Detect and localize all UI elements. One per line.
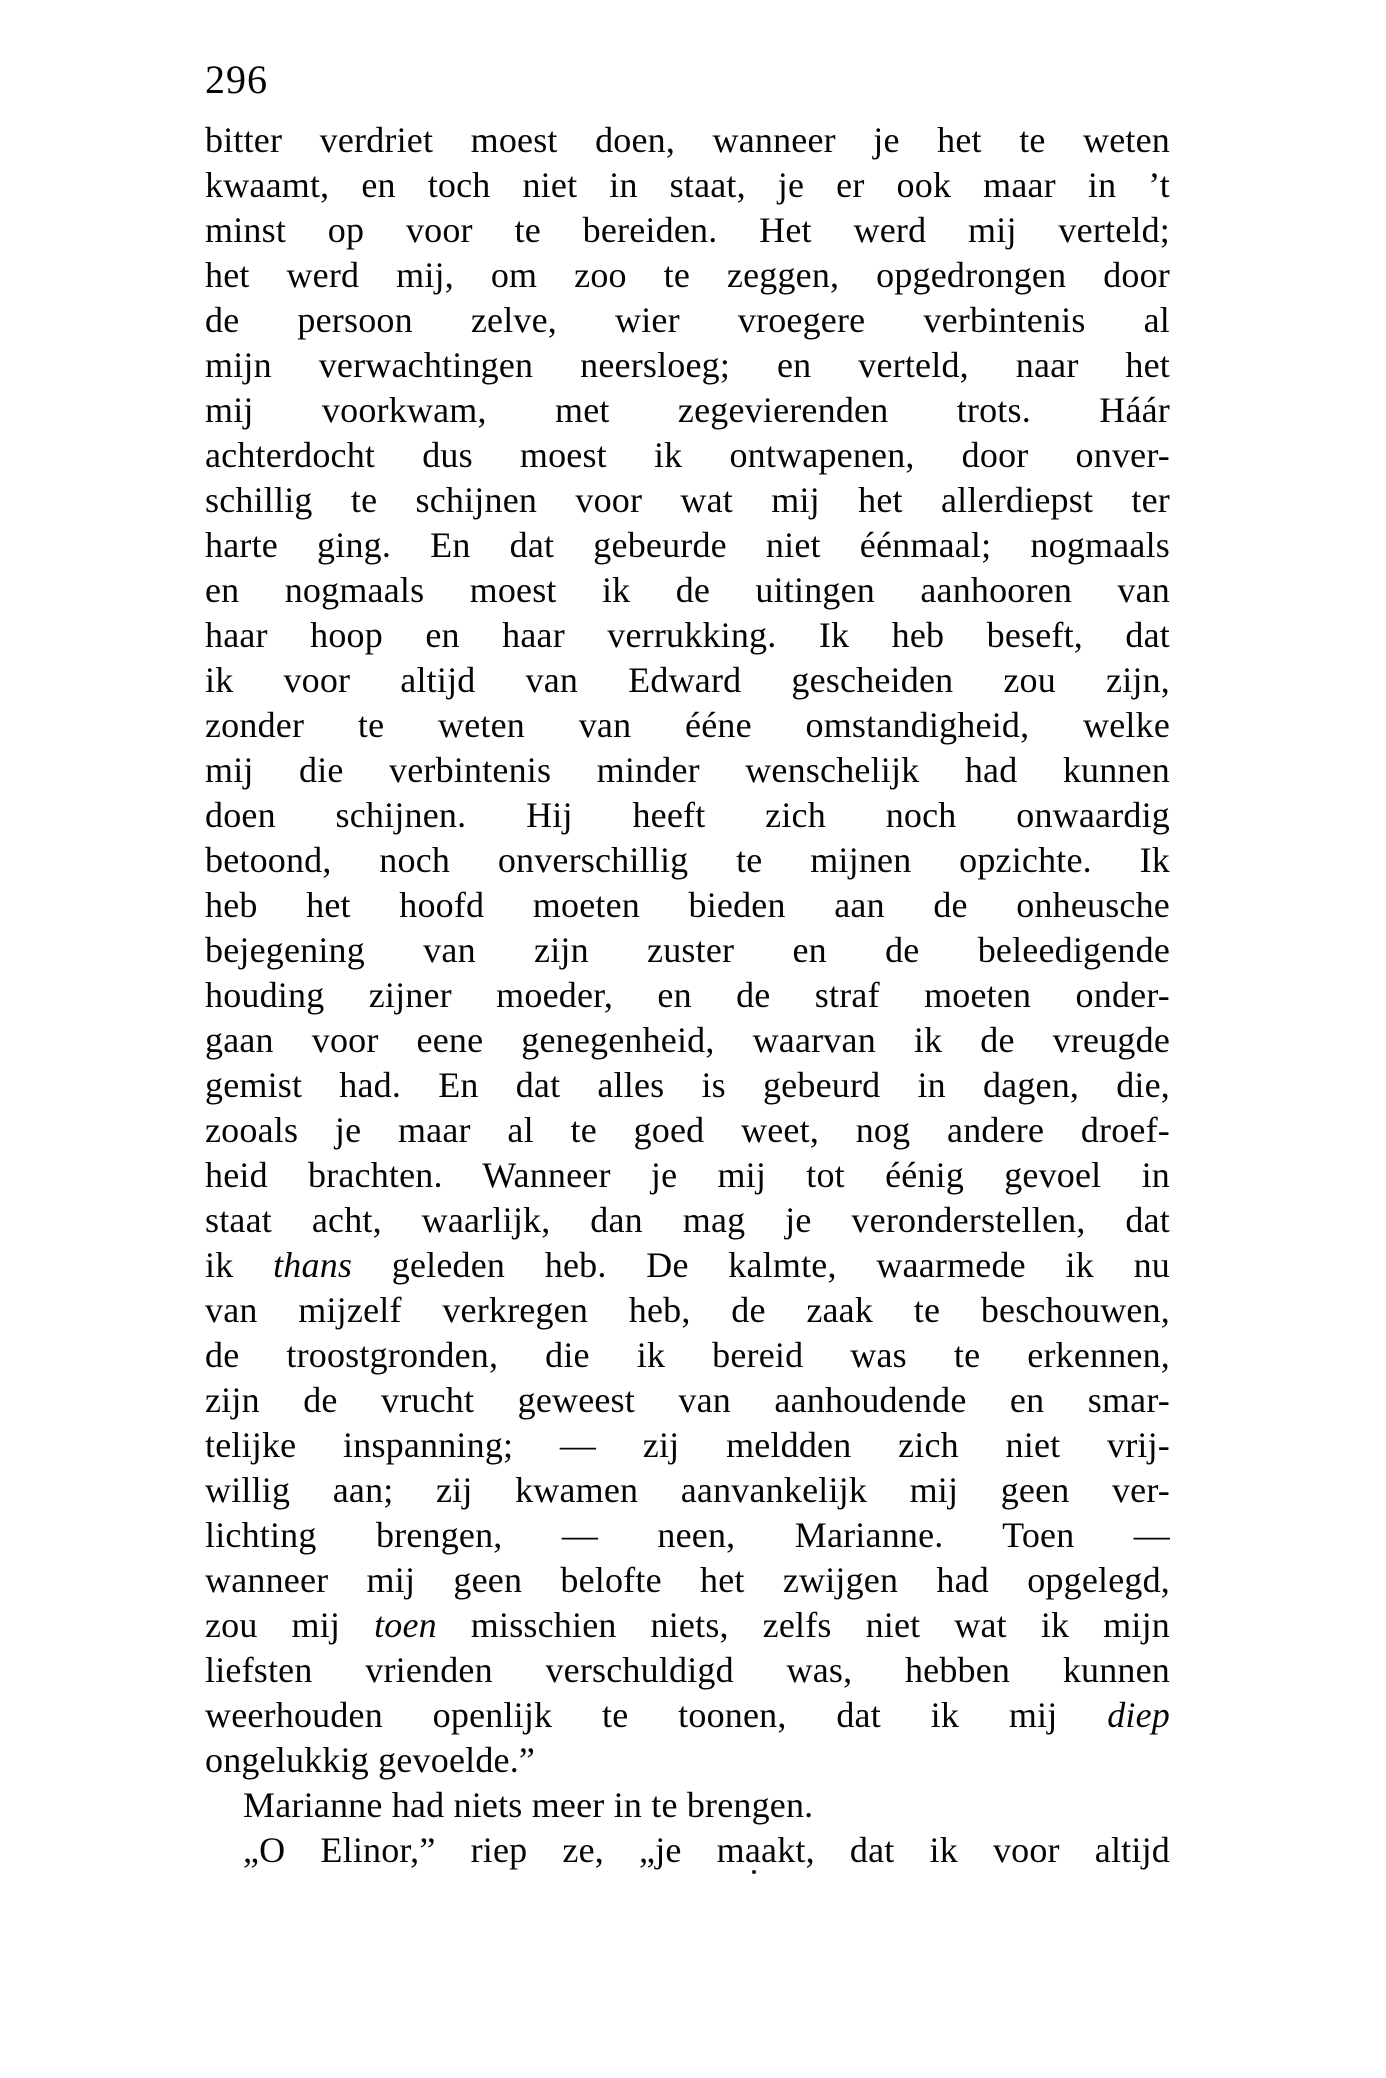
text-line: heb het hoofd moeten bieden aan de onheusche (205, 885, 1170, 925)
text-line: gemist had. En dat alles is gebeurd in dagen, die, (205, 1065, 1170, 1105)
text-line: bitter verdriet moest doen, wanneer je het te weten (205, 120, 1170, 160)
text-line: ik thans geleden heb. De kalmte, waarmede ik nu (205, 1245, 1170, 1285)
text-line: gaan voor eene genegenheid, waarvan ik de vreugde (205, 1020, 1170, 1060)
text-line: achterdocht dus moest ik ontwapenen, door onver- (205, 435, 1170, 475)
text-line: zooals je maar al te goed weet, nog andere droef- (205, 1110, 1170, 1150)
text-line: lichting brengen, — neen, Marianne. Toen — (205, 1515, 1170, 1555)
text-block (205, 118, 1170, 1873)
text-line: schillig te schijnen voor wat mij het allerdiepst ter (205, 480, 1170, 520)
page-number: 296 (205, 57, 268, 102)
text-line: de persoon zelve, wier vroegere verbintenis al (205, 300, 1170, 340)
text-line: zonder te weten van ééne omstandigheid, welke (205, 705, 1170, 745)
text-line: wanneer mij geen belofte het zwijgen had opgelegd, (205, 1560, 1170, 1600)
text-line: willig aan; zij kwamen aanvankelijk mij geen ver- (205, 1470, 1170, 1510)
text-line: zou mij toen misschien niets, zelfs niet wat ik mijn (205, 1605, 1170, 1645)
text-line: weerhouden openlijk te toonen, dat ik mij diep (205, 1695, 1170, 1735)
text-line: „O Elinor,” riep ze, „je maakt, dat ik voor altijd (243, 1830, 1170, 1870)
text-line: liefsten vrienden verschuldigd was, hebben kunnen (205, 1650, 1170, 1690)
text-line: ik voor altijd van Edward gescheiden zou zijn, (205, 660, 1170, 700)
text-line: zijn de vrucht geweest van aanhoudende en smar- (205, 1380, 1170, 1420)
text-line: Marianne had niets meer in te brengen. (243, 1785, 814, 1825)
text-line: mij voorkwam, met zegevierenden trots. Háár (205, 390, 1170, 430)
text-line: bejegening van zijn zuster en de beleedigende (205, 930, 1170, 970)
text-line: staat acht, waarlijk, dan mag je veronderstellen, dat (205, 1200, 1170, 1240)
text-line: haar hoop en haar verrukking. Ik heb beseft, dat (205, 615, 1170, 655)
text-line: betoond, noch onverschillig te mijnen opzichte. Ik (205, 840, 1170, 880)
text-line: harte ging. En dat gebeurde niet éénmaal; nogmaals (205, 525, 1170, 565)
text-line: houding zijner moeder, en de straf moeten onder- (205, 975, 1170, 1015)
text-line: ongelukkig gevoelde.” (205, 1740, 536, 1780)
text-line: heid brachten. Wanneer je mij tot éénig gevoel in (205, 1155, 1170, 1195)
text-line: telijke inspanning; — zij meldden zich niet vrij- (205, 1425, 1170, 1465)
text-line: en nogmaals moest ik de uitingen aanhooren van (205, 570, 1170, 610)
text-line: de troostgronden, die ik bereid was te erkennen, (205, 1335, 1170, 1375)
text-line: doen schijnen. Hij heeft zich noch onwaardig (205, 795, 1170, 835)
text-line: mijn verwachtingen neersloeg; en verteld, naar het (205, 345, 1170, 385)
scan-speck (752, 1870, 756, 1874)
text-line: het werd mij, om zoo te zeggen, opgedrongen door (205, 255, 1170, 295)
text-line: van mijzelf verkregen heb, de zaak te beschouwen, (205, 1290, 1170, 1330)
text-line: mij die verbintenis minder wenschelijk had kunnen (205, 750, 1170, 790)
text-line: kwaamt, en toch niet in staat, je er ook maar in ’t (205, 165, 1170, 205)
text-line: minst op voor te bereiden. Het werd mij verteld; (205, 210, 1170, 250)
